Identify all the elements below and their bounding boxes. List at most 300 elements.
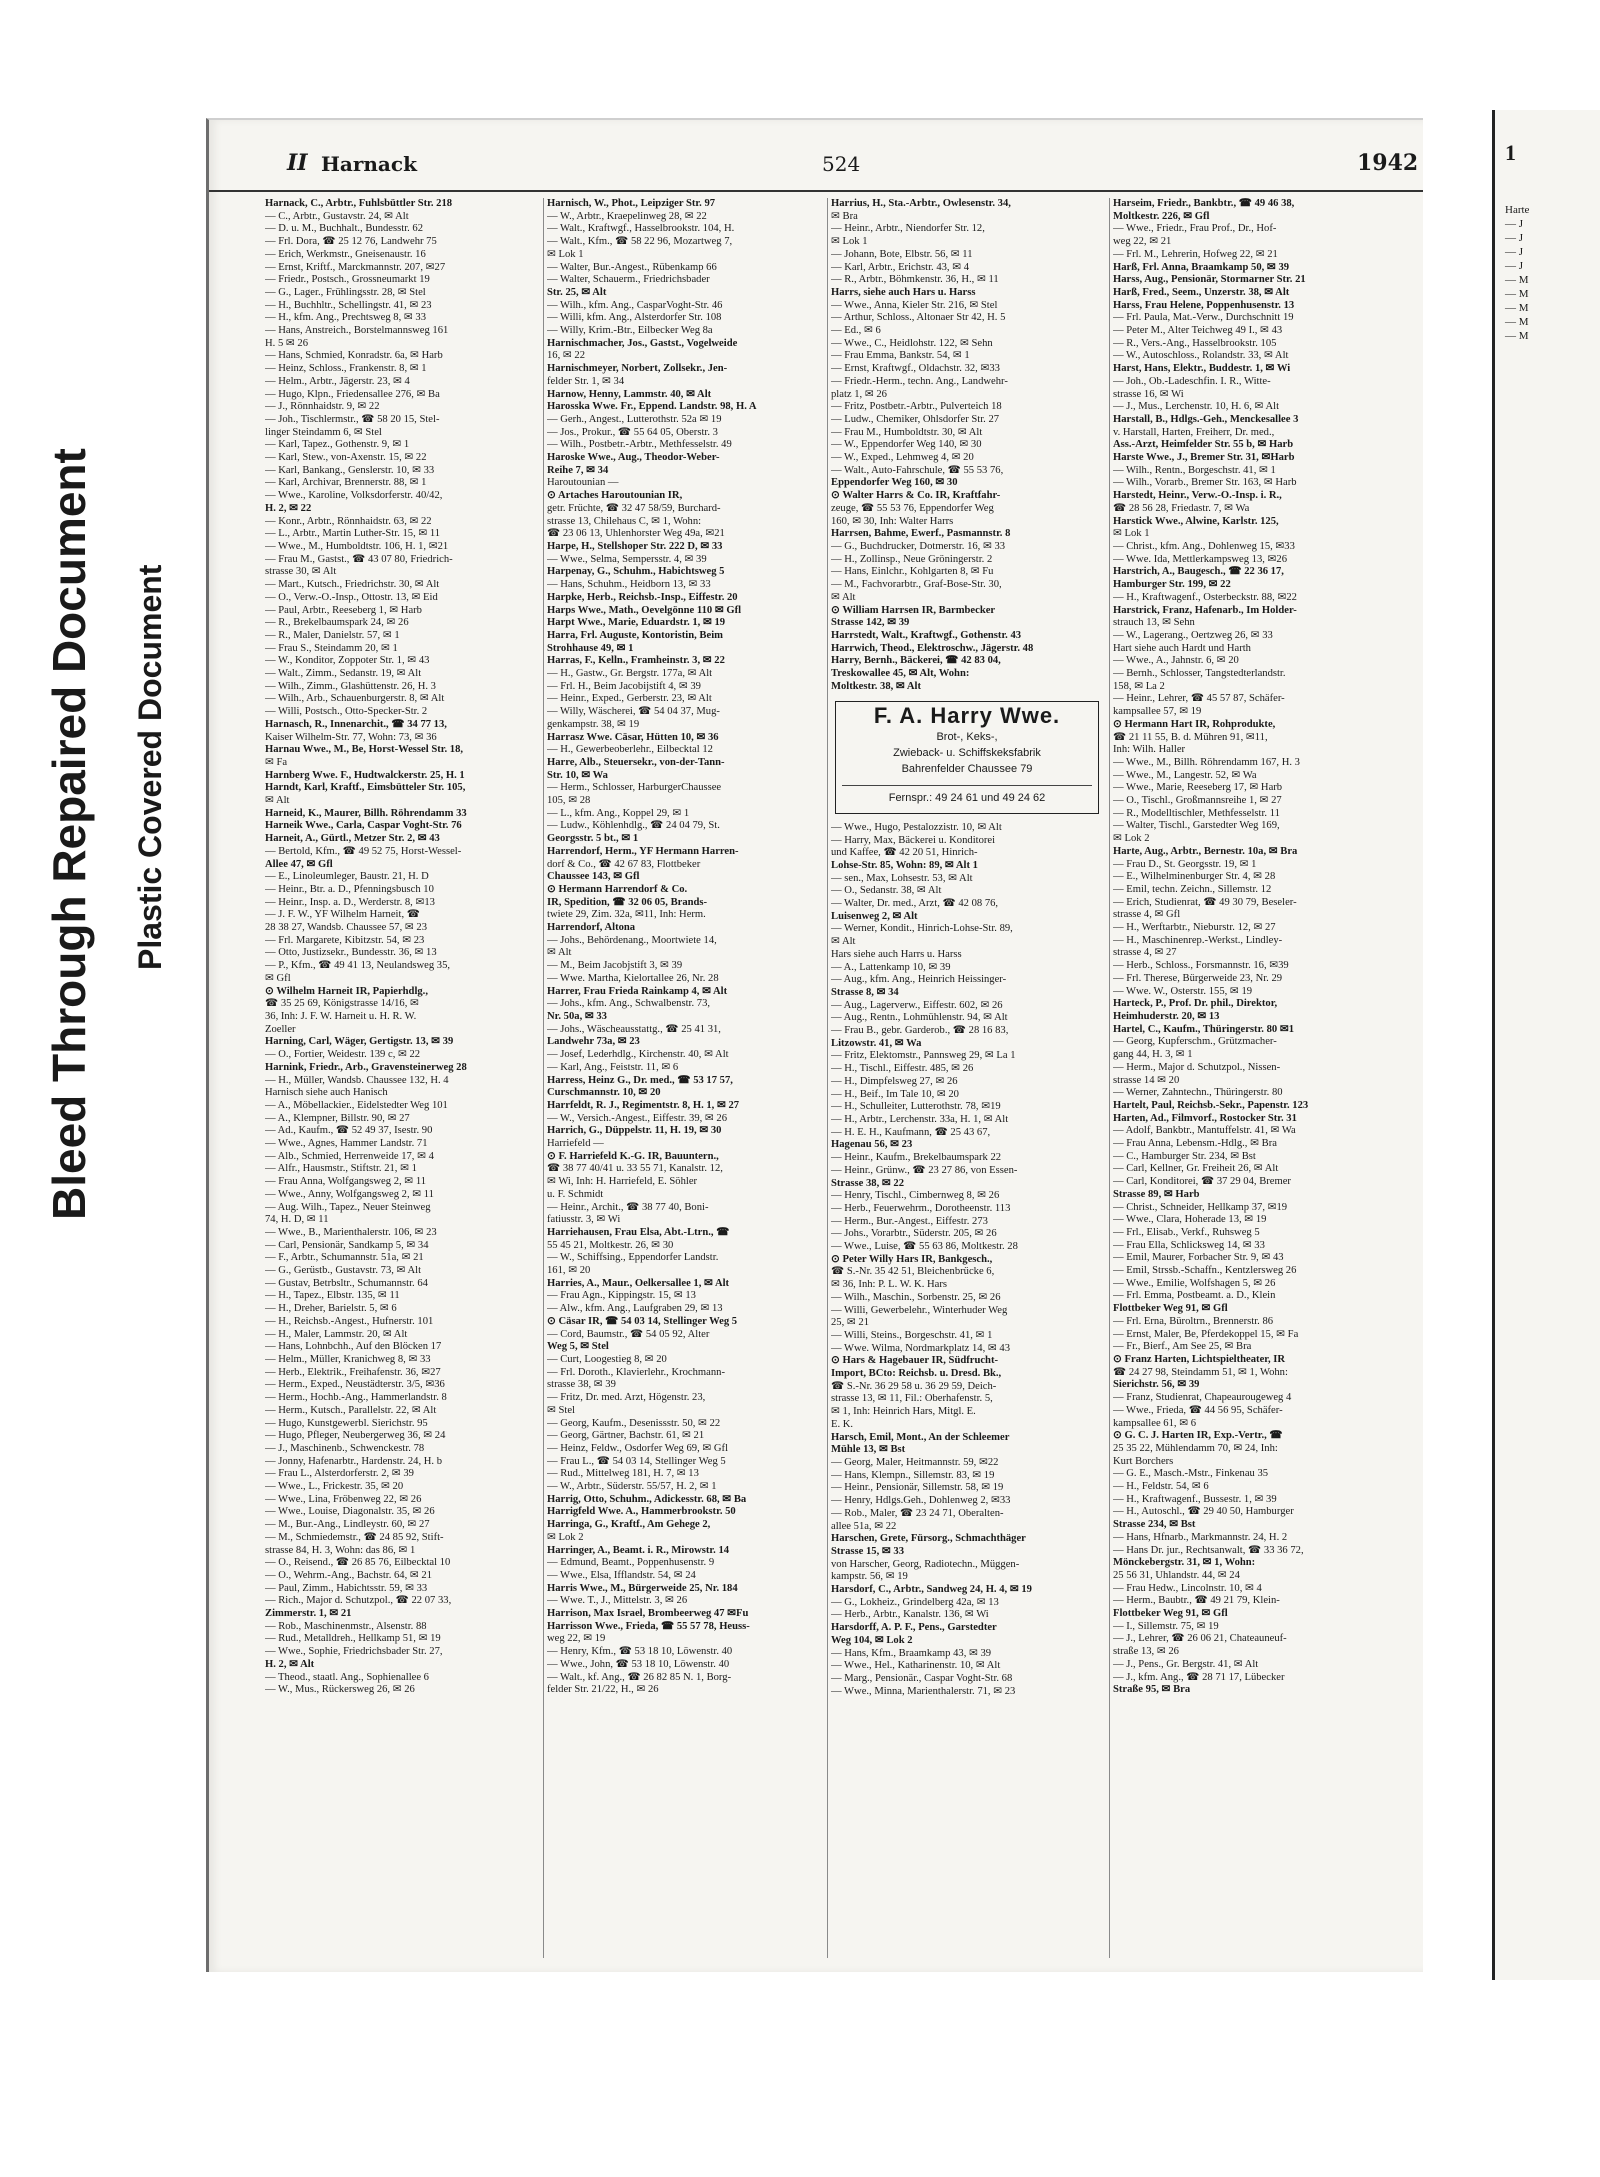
directory-entry-line: — Henry, Hdlgs.Geh., Dohlenweg 2, ✉33 [831,1495,1011,1507]
directory-entry-line: — Willy, Wäscherei, ☎ 54 04 37, Mug- [547,706,720,718]
directory-entry-line: — Harry, Max, Bäckerei u. Konditorei [831,834,996,846]
directory-entry-line: — Erich, Werkmstr., Gneisenaustr. 16 [265,248,426,260]
directory-entry-line: — Ludw., Chemiker, Ohlsdorfer Str. 27 [831,413,1000,425]
directory-entry-line: — Wwe., L., Frickestr. 35, ✉ 20 [265,1481,404,1493]
advertisement-phone: Fernspr.: 49 24 61 und 49 24 62 [842,785,1092,805]
directory-entry-line: — Wwe., Elsa, Ifflandstr. 54, ✉ 24 [547,1569,696,1581]
directory-entry-line: 158, ✉ La 2 [1113,680,1165,692]
directory-entry-line: — P., Kfm., ☎ 49 41 13, Neulandsweg 35, [265,960,451,972]
directory-entry-line: ✉ Alt [265,795,290,807]
directory-entry-line: — Rich., Major d. Schutzpol., ☎ 22 07 33, [265,1595,452,1607]
directory-entry-line: strasse 13, Chilehaus C, ✉ 1, Wohn: [547,515,702,527]
directory-column-4 [1113,198,1385,1958]
directory-column-2 [547,198,819,1958]
directory-entry-line: — Herb., Feuerwehrm., Dorotheenstr. 113 [831,1202,1011,1214]
directory-entry-line: — Hans, Lohnbchh., Auf den Blöcken 17 [265,1341,442,1353]
directory-entry-line: ☎ 21 11 55, B. d. Mühren 91, ✉11, [1113,731,1268,743]
directory-entry-line: ☎ 38 77 40/41 u. 33 55 71, Kanalstr. 12, [547,1163,723,1175]
directory-entry-line: — Herm., Major d. Schutzpol., Nissen- [1113,1061,1281,1073]
directory-entry-line: — Georg, Kupferschm., Grützmacher- [1113,1036,1277,1048]
directory-entry-line: und Kaffee, ☎ 42 20 51, Hinrich- [831,847,978,859]
directory-entry-line: Strasse 234, ✉ Bst [1113,1519,1196,1531]
directory-entry-line: strasse 4, ✉ 27 [1113,947,1177,959]
directory-entry-line: Harris Wwe., M., Bürgerweide 25, Nr. 184 [547,1582,738,1594]
directory-entry-line: kampsallee 61, ✉ 6 [1113,1417,1197,1429]
directory-entry-line: 16, ✉ 22 [547,350,586,362]
directory-entry-line: — Frau D., St. Georgsstr. 19, ✉ 1 [1113,858,1257,870]
directory-entry-line: Harrfeldt, R. J., Regimentstr. 8, H. 1, ✉ 27 [547,1099,740,1111]
directory-entry-line: 25 56 31, Uhlandstr. 44, ✉ 24 [1113,1569,1240,1581]
directory-entry-line: — W., Eppendorfer Weg 140, ✉ 30 [831,439,982,451]
directory-entry-line: — Frl. Doroth., Klavierlehr., Krochmann- [547,1366,725,1378]
directory-entry-line: — Rud., Metalldreh., Hellkamp 51, ✉ 19 [265,1633,441,1645]
directory-entry-line: — Wwe., Emilie, Wolfshagen 5, ✉ 26 [1113,1277,1276,1289]
directory-entry-line: — H. E. H., Kaufmann, ☎ 25 43 67, [831,1126,991,1138]
directory-entry-line: — Wwe., Frieda, ☎ 44 56 95, Schäfer- [1113,1404,1283,1416]
directory-entry-line: ✉ Alt [831,591,856,603]
directory-entry-line: Harries, A., Maur., Oelkersallee 1, ✉ Alt [547,1277,730,1289]
directory-entry-line: — Frau Anna, Wolfgangsweg 2, ✉ 11 [265,1176,427,1188]
directory-entry-line: — Heinr., Pensionär, Sillemstr. 58, ✉ 19 [831,1482,1004,1494]
directory-entry-line: — H., Kraftwagenf., Osterbeckstr. 88, ✉22 [1113,591,1297,603]
directory-entry-line: von Harscher, Georg, Radiotechn., Müggen- [831,1558,1020,1570]
directory-entry-line: Hartelt, Paul, Reichsb.-Sekr., Papenstr. 123 [1113,1099,1309,1111]
directory-entry-line: — Wilh., kfm. Ang., CasparVoght-Str. 46 [547,299,723,311]
directory-entry-line: — M., Beim Jacobjstift 3, ✉ 39 [547,960,683,972]
directory-entry-line: — M., Schmiedemstr., ☎ 24 85 92, Stift- [265,1531,444,1543]
directory-entry-line: Harnasch, R., Innenarchit., ☎ 34 77 13, [265,718,447,730]
directory-entry-line: Harnischmeyer, Norbert, Zollsekr., Jen- [547,363,728,375]
directory-entry-line: — Wwe., A., Jahnstr. 6, ✉ 20 [1113,655,1239,667]
column-divider [827,198,828,1958]
directory-entry-line: Harrius, H., Sta.-Arbtr., Owlesenstr. 34, [831,198,1011,209]
directory-entry-line: — Willi, Gewerbelehr., Winterhuder Weg [831,1304,1008,1316]
directory-entry-line: ✉ Lok 1 [1113,528,1150,540]
directory-entry-line: Harstedt, Heinr., Verw.-O.-Insp. i. R., [1113,490,1282,502]
directory-entry-line: — Bertold, Kfm., ☎ 49 52 75, Horst-Wessel- [265,845,462,857]
directory-entry-line: Harpe, H., Stellshoper Str. 222 D, ✉ 33 [547,540,723,552]
directory-entry-line: Harten, Ad., Filmvorf., Rostocker Str. 31 [1113,1112,1297,1124]
directory-entry-line: Strasse 38, ✉ 22 [831,1177,905,1189]
directory-entry-line: — H., Reichsb.-Angest., Hufnerstr. 101 [265,1315,434,1327]
directory-entry-line: — Carl, Pensionär, Sandkamp 5, ✉ 34 [265,1239,429,1251]
directory-entry-line: — R., Modelltischler, Methfesselstr. 11 [1113,807,1280,819]
next-page-fragment [1495,110,1600,1980]
directory-entry-line: 55 45 21, Moltkestr. 26, ✉ 30 [547,1239,674,1251]
directory-entry-line: genkampstr. 38, ✉ 19 [547,718,640,730]
directory-entry-line: 105, ✉ 28 [547,795,591,807]
advertisement-title: F. A. Harry Wwe. [873,703,1061,729]
directory-entry-line: — Frau Emma, Bankstr. 54, ✉ 1 [831,350,970,362]
directory-entry-line: v. Harstall, Harten, Freiherr, Dr. med., [1113,426,1275,438]
directory-entry-line: ✉ Lok 1 [831,236,868,248]
directory-entry-line: Harneik Wwe., Carla, Caspar Voght-Str. 76 [265,820,462,832]
directory-entry-line: Harre, Alb., Steuersekr., von-der-Tann- [547,756,725,768]
directory-entry-line: — L., Arbtr., Martin Luther-Str. 15, ✉ 11 [265,528,441,540]
directory-entry-line: Harrigfeld Wwe. A., Hammerbrookstr. 50 [547,1506,736,1518]
directory-entry-line: felder Str. 21/22, H., ✉ 26 [547,1684,659,1696]
directory-entry-line: — Frl. M., Lehrerin, Hofweg 22, ✉ 21 [1113,248,1278,260]
directory-entry-line: E. K. [831,1418,854,1430]
directory-entry-line: — Ludw., Köhlenhdlg., ☎ 24 04 79, St. [547,820,720,832]
directory-column-3 [831,198,1103,1958]
directory-entry-line: — H., Kraftwagenf., Bussestr. 1, ✉ 39 [1113,1493,1277,1505]
directory-entry-line: ⊙ Walter Harrs & Co. IR, Kraftfahr- [831,490,1001,502]
next-page-fragment-text: Harte [1505,204,1530,216]
directory-entry-line: Flottbeker Weg 91, ✉ Gfl [1113,1303,1228,1315]
directory-entry-line: — W., Konditor, Zoppoter Str. 1, ✉ 43 [265,655,430,667]
directory-entry-line: Harriehausen, Frau Elsa, Abt.-Ltrn., ☎ [547,1226,730,1238]
directory-entry-line: — Wwe., M., Billh. Röhrendamm 167, H. 3 [1113,756,1300,768]
directory-entry-line: — Frau Hedw., Lincolnstr. 10, ✉ 4 [1113,1582,1262,1594]
directory-entry-line: — J. F. W., YF Wilhelm Harneit, ☎ [265,909,420,921]
next-page-fragment-text: — J [1505,218,1524,230]
directory-entry-line: — Heinz, Schloss., Frankenstr. 8, ✉ 1 [265,363,427,375]
directory-entry-line: ☎ 35 25 69, Königstrasse 14/16, ✉ [265,998,419,1010]
directory-entry-line: — Heinr., Archit., ☎ 38 77 40, Boni- [547,1201,709,1213]
directory-entry-line: ☎ 24 27 98, Steindamm 51, ✉ 1, Wohn: [1113,1366,1288,1378]
directory-entry-line: — Konr., Arbtr., Rönnhaidstr. 63, ✉ 22 [265,515,432,527]
directory-entry-line: — Hans Dr. jur., Rechtsanwalt, ☎ 33 36 72, [1113,1544,1304,1556]
directory-entry-line: — Frau L., Alsterdorferstr. 2, ✉ 39 [265,1468,414,1480]
directory-entry-line: — Wwe. W., Osterstr. 155, ✉ 19 [1113,985,1253,997]
directory-entry-line: — Herb., Schloss., Forsmannstr. 16, ✉39 [1113,960,1289,972]
directory-entry-line: — Frl. Therese, Bürgerweide 23, Nr. 29 [1113,972,1283,984]
directory-entry-line: kampstr. 56, ✉ 19 [831,1571,908,1583]
directory-entry-line: Chaussee 143, ✉ Gfl [547,871,640,883]
directory-entry-line: — L., kfm. Ang., Koppel 29, ✉ 1 [547,807,690,819]
directory-entry-line: — Wwe. T., J., Mittelstr. 3, ✉ 26 [547,1595,688,1607]
directory-entry-line: — H., Beif., Im Tale 10, ✉ 20 [831,1088,959,1100]
directory-entry-line: Harnink, Friedr., Arb., Gravensteinerweg 28 [265,1061,467,1073]
directory-entry-line: — Hans, Hfnarb., Markmannstr. 24, H. 2 [1113,1531,1288,1543]
directory-entry-line: — H., Gastw., Gr. Bergstr. 177a, ✉ Alt [547,668,713,680]
directory-entry-line: Harrendorf, Herm., YF Hermann Harren- [547,845,739,857]
directory-entry-line: — Karl, Stew., von-Axenstr. 15, ✉ 22 [265,452,427,464]
directory-entry-line: — Friedr.-Herm., techn. Ang., Landwehr- [831,375,1008,387]
directory-entry-line: — W., Autoschloss., Rolandstr. 33, ✉ Alt [1113,350,1289,362]
directory-entry-line: — Heinr., Exped., Gerberstr. 23, ✉ Alt [547,693,712,705]
directory-entry-line: Harpt Wwe., Marie, Eduardstr. 1, ✉ 19 [547,617,726,629]
directory-entry-line: — Willi, kfm. Ang., Alsterdorfer Str. 108 [547,312,722,324]
directory-entry-line: — H., Tapez., Elbstr. 135, ✉ 11 [265,1290,400,1302]
directory-entry-line: — G., Lager., Frühlingsstr. 28, ✉ Stel [265,286,426,298]
directory-entry-line: ⊙ Hermann Hart IR, Rohprodukte, [1113,718,1276,730]
directory-entry-line: — Cord, Baumstr., ☎ 54 05 92, Alter [547,1328,710,1340]
directory-entry-line: — Frau S., Steindamm 20, ✉ 1 [265,642,398,654]
directory-entry-line: Kurt Borchers [1113,1455,1174,1467]
directory-entry-line: Harschen, Grete, Fürsorg., Schmachthäger [831,1533,1026,1545]
plastic-covered-label: Plastic Covered Document [132,564,168,970]
directory-entry-line: — Wwe., Hel., Katharinenstr. 10, ✉ Alt [831,1660,1001,1672]
directory-entry-line: — Wwe., Selma, Sempersstr. 4, ✉ 39 [547,553,707,565]
directory-entry-line: — Wwe. Wilma, Nordmarkplatz 14, ✉ 43 [831,1342,1010,1354]
directory-entry-line: Harringer, A., Beamt. i. R., Mirowstr. 14 [547,1544,730,1556]
directory-entry-line: — Curt, Loogestieg 8, ✉ 20 [547,1353,667,1365]
directory-entry-line: — Wilh., Zimm., Glashüttenstr. 26, H. 3 [265,680,436,692]
directory-entry-line: Harrer, Frau Frieda Rainkamp 4, ✉ Alt [547,985,728,997]
directory-entry-line: allee 51a, ✉ 22 [831,1520,897,1532]
directory-entry-line: — H., Autoschl., ☎ 29 40 50, Hamburger [1113,1506,1294,1518]
directory-entry-line: Harrstedt, Walt., Kraftwgf., Gothenstr. 43 [831,629,1022,641]
directory-entry-line: — I., Sillemstr. 75, ✉ 19 [1113,1620,1219,1632]
directory-entry-line: Harsch, Emil, Mont., An der Schleemer [831,1431,1010,1443]
directory-entry-line: — Wilh., Maschin., Sorbenstr. 25, ✉ 26 [831,1291,1001,1303]
directory-entry-line: weg 22, ✉ 19 [547,1633,606,1645]
directory-entry-line: — Hans, Schuhm., Heidborn 13, ✉ 33 [547,579,711,591]
directory-entry-line: — Walt., Zimm., Sedanstr. 19, ✉ Alt [265,668,422,680]
directory-entry-line: H. 2, ✉ Alt [265,1658,315,1670]
directory-entry-line: — Helm., Müller, Kranichweg 8, ✉ 33 [265,1353,431,1365]
directory-entry-line: — Frl. Erna, Büroltrn., Brennerstr. 86 [1113,1315,1274,1327]
next-page-fragment-text: — J [1505,232,1524,244]
directory-entry-line: Harrich, G., Düppelstr. 11, H. 19, ✉ 30 [547,1125,722,1137]
directory-entry-line: — Herm., Bur.-Angest., Eiffestr. 273 [831,1215,988,1227]
directory-entry-line: — Heinr., Btr. a. D., Pfenningsbusch 10 [265,883,434,895]
directory-entry-line: Harrendorf, Altona [547,922,636,934]
directory-entry-line: ⊙ William Harrsen IR, Barmbecker [831,604,996,616]
directory-entry-line: — Emil, Maurer, Forbacher Str. 9, ✉ 43 [1113,1252,1284,1264]
directory-entry-line: — E., Linoleumleger, Baustr. 21, H. D [265,871,429,883]
directory-entry-line: Treskowallee 45, ✉ Alt, Wohn: [831,668,970,680]
directory-entry-line: — Fr., Bierf., Am See 25, ✉ Bra [1113,1341,1252,1353]
directory-entry-line: — Walter, Dr. med., Arzt, ☎ 42 08 76, [831,898,999,910]
directory-entry-line: ⊙ F. Harriefeld K.-G. IR, Bauuntern., [547,1150,719,1162]
directory-entry-line: ⊙ Hars & Hagebauer IR, Südfrucht- [831,1355,999,1367]
directory-entry-line: — Hugo, Pfleger, Neubergerweg 36, ✉ 24 [265,1430,446,1442]
directory-entry-line: Nr. 50a, ✉ 33 [547,1011,607,1022]
advertisement-line: Zwieback- u. Schiffskeksfabrik [893,747,1041,760]
directory-entry-line: Str. 25, ✉ Alt [547,286,607,298]
directory-entry-line: strasse 4, ✉ Gfl [1113,909,1181,921]
directory-entry-line: strasse 16, ✉ Wi [1113,388,1184,400]
directory-entry-line: — Heinr., Lehrer, ☎ 45 57 87, Schäfer- [1113,693,1285,705]
directory-entry-line: — Josef, Lederhdlg., Kirchenstr. 40, ✉ Alt [547,1049,729,1061]
directory-entry-line: — Hans, Schmied, Konradstr. 6a, ✉ Harb [265,350,443,362]
directory-entry-line: Harnberg Wwe. F., Hudtwalckerstr. 25, H. 1 [265,769,465,781]
directory-entry-line: — J., Pens., Gr. Bergstr. 41, ✉ Alt [1113,1658,1259,1670]
directory-entry-line: ⊙ Cäsar IR, ☎ 54 03 14, Stellinger Weg 5 [547,1315,738,1327]
directory-entry-line: strasse 38, ✉ 39 [547,1379,616,1391]
directory-entry-line: — Alb., Schmied, Herrenweide 17, ✉ 4 [265,1150,434,1162]
directory-entry-line: — Wwe., Lina, Fröbenweg 22, ✉ 26 [265,1493,422,1505]
directory-entry-line: — H., Schulleiter, Lutterothstr. 78, ✉19 [831,1101,1001,1113]
directory-entry-line: — Georg, Maler, Heitmannstr. 59, ✉22 [831,1456,999,1468]
directory-entry-line: Luisenweg 2, ✉ Alt [831,910,918,922]
directory-entry-line: — Ad., Kaufm., ☎ 52 49 37, Isestr. 90 [265,1125,433,1137]
directory-entry-line: Ass.-Arzt, Heimfelder Str. 55 b, ✉ Harb [1113,439,1294,451]
directory-entry-line: — Frau Agn., Kippingstr. 15, ✉ 13 [547,1290,696,1302]
directory-entry-line: — Rob., Maschinenmstr., Alsenstr. 88 [265,1620,427,1632]
directory-entry-line: — A., Möbellackier., Eidelstedter Weg 101 [265,1099,448,1111]
directory-entry-line: ☎ 23 06 13, Uhlenhorster Weg 49a, ✉21 [547,528,725,540]
directory-entry-line: — Henry, Tischl., Cimbernweg 8, ✉ 26 [831,1190,1000,1202]
directory-entry-line: — Aug., Rentn., Lohmühlenstr. 94, ✉ Alt [831,1012,1008,1024]
directory-entry-line: — J., Lehrer, ☎ 26 06 21, Chateauneuf- [1113,1633,1287,1645]
directory-entry-line: — R., Maler, Danielstr. 57, ✉ 1 [265,629,400,641]
directory-entry-line: Harte, Aug., Arbtr., Bernestr. 10a, ✉ Bra [1113,845,1298,857]
directory-entry-line: — Walt., Auto-Fahrschule, ☎ 55 53 76, [831,464,1004,476]
directory-entry-line: 25, ✉ 21 [831,1317,870,1329]
directory-entry-line: Reihe 7, ✉ 34 [547,464,609,476]
directory-entry-line: u. F. Schmidt [547,1188,604,1200]
directory-entry-line: — Paul, Zimm., Habichtsstr. 59, ✉ 33 [265,1582,428,1594]
directory-entry-line: — Herm., Baubtr., ☎ 49 21 79, Klein- [1113,1595,1280,1607]
next-page-fragment-text: — M [1505,302,1529,314]
directory-entry-line: ✉ Lok 2 [1113,833,1150,845]
directory-entry-line: ✉ Bra [831,210,858,222]
directory-entry-line: — Karl, Ang., Feiststr. 11, ✉ 6 [547,1061,679,1073]
directory-entry-line: Strasse 8, ✉ 34 [831,986,899,998]
directory-entry-line: — Wwe., B., Marienthalerstr. 106, ✉ 23 [265,1226,437,1238]
directory-entry-line: — Alw., kfm. Ang., Laufgraben 29, ✉ 13 [547,1303,723,1315]
directory-entry-line: — Frau Ella, Schlicksweg 14, ✉ 33 [1113,1239,1265,1251]
directory-entry-line: ✉ Stel [547,1404,576,1416]
directory-entry-line: — H., Tischl., Eiffestr. 485, ✉ 26 [831,1063,974,1075]
directory-entry-line: — Jos., Prokur., ☎ 55 64 05, Oberstr. 3 [547,426,718,438]
directory-entry-line: — Helm., Arbtr., Jägerstr. 23, ✉ 4 [265,375,410,387]
directory-entry-line: — Herb., Arbtr., Kanalstr. 136, ✉ Wi [831,1609,989,1621]
directory-columns [265,198,1415,1958]
directory-entry-line: — H., Werftarbtr., Nieburstr. 12, ✉ 27 [1113,922,1276,934]
directory-entry-line: — Wwe., Sophie, Friedrichsbader Str. 27, [265,1646,443,1658]
directory-entry-line: — Frau Anna, Lebensm.-Hdlg., ✉ Bra [1113,1138,1277,1150]
directory-entry-line: — Walt., Kraftwgf., Hasselbrookstr. 104, H. [547,223,735,235]
directory-entry-line: — Herm., Exped., Neustädterstr. 3/5, ✉36 [265,1379,445,1391]
directory-entry-line: Harpke, Herb., Reichsb.-Insp., Eiffestr. 20 [547,591,738,603]
directory-entry-line: Strohhause 49, ✉ 1 [547,642,634,654]
directory-entry-line: — J., kfm. Ang., ☎ 28 71 17, Lübecker [1113,1671,1285,1683]
directory-entry-line: straße 13, ✉ 26 [1113,1646,1179,1658]
directory-entry-line: Harsdorf, C., Arbtr., Sandweg 24, H. 4, ✉ 19 [831,1584,1032,1596]
directory-entry-line: zeuge, ☎ 55 53 76, Eppendorfer Weg [831,502,994,514]
next-page-fragment-text: — M [1505,316,1529,328]
directory-entry-line: — R., Arbtr., Böhmkenstr. 36, H., ✉ 11 [831,274,999,286]
directory-entry-line: Harrig, Otto, Schuhm., Adickesstr. 68, ✉ Ba [547,1493,747,1505]
directory-entry-line: — Herm., Kutsch., Parallelstr. 22, ✉ Alt [265,1404,437,1416]
directory-entry-line: — Wilh., Postbetr.-Arbtr., Methfesselstr. 49 [547,439,732,451]
directory-entry-line: 161, ✉ 20 [547,1265,591,1277]
directory-entry-line: ✉ Wi, Inh: H. Harriefeld, E. Söhler [547,1176,698,1188]
directory-entry-line: Harndt, Karl, Kraftf., Eimsbütteler Str. 105, [265,782,466,794]
directory-entry-line: — Henry, Kfm., ☎ 53 18 10, Löwenstr. 40 [547,1646,733,1658]
directory-entry-line: — Willi, Postsch., Otto-Specker-Str. 2 [265,706,428,718]
directory-entry-line: — Paul, Arbtr., Reeseberg 1, ✉ Harb [265,604,422,616]
directory-entry-line: Harps Wwe., Math., Oevelgönne 110 ✉ Gfl [547,604,742,616]
directory-entry-line: — Wwe. Martha, Kielortallee 26, Nr. 28 [547,972,719,984]
directory-entry-line: — Carl, Konditorei, ☎ 37 29 04, Bremer [1113,1176,1291,1188]
directory-entry-line: — Johs., Wäscheausstattg., ☎ 25 41 31, [547,1023,721,1035]
directory-entry-line: Harrwich, Theod., Elektroschw., Jägerstr. 48 [831,642,1034,654]
directory-entry-line: — Johs., kfm. Ang., Schwalbenstr. 73, [547,998,711,1010]
directory-entry-line: — Emil, Strssb.-Schaffn., Kentzlersweg 26 [1113,1265,1297,1277]
directory-entry-line: Harß, Fred., Seem., Unzerstr. 38, ✉ Alt [1113,286,1290,298]
directory-entry-line: — Frl. Dora, ☎ 25 12 76, Landwehr 75 [265,236,437,248]
directory-entry-line: ⊙ Peter Willy Hars IR, Bankgesch., [831,1253,993,1265]
directory-entry-line: — G. E., Masch.-Mstr., Finkenau 35 [1113,1468,1269,1480]
directory-entry-line: — Wilh., Vorarb., Bremer Str. 163, ✉ Harb [1113,477,1297,489]
directory-entry-line: — H., Müller, Wandsb. Chaussee 132, H. 4 [265,1074,449,1086]
directory-entry-line: H. 5 ✉ 26 [265,337,309,349]
directory-entry-line: ⊙ G. C. J. Harten IR, Exp.-Vertr., ☎ [1113,1430,1283,1442]
directory-entry-line: — Gustav, Betrbsltr., Schumannstr. 64 [265,1277,428,1289]
directory-entry-line: — Karl, Bankang., Genslerstr. 10, ✉ 33 [265,464,435,476]
directory-entry-line: Eppendorfer Weg 160, ✉ 30 [831,477,958,489]
directory-entry-line: Mühle 13, ✉ Bst [831,1444,906,1456]
directory-entry-line: — G., Gerüstb., Gustavstr. 73, ✉ Alt [265,1265,422,1277]
directory-entry-line: — Herm., Schlosser, HarburgerChaussee [547,782,722,794]
directory-entry-line: Strasse 15, ✉ 33 [831,1545,905,1557]
directory-entry-line: — Herb., Elektrik., Freihafenstr. 36, ✉27 [265,1366,441,1378]
directory-entry-line: — Fritz, Elektomstr., Pannsweg 29, ✉ La 1 [831,1050,1016,1062]
directory-entry-line: linger Steindamm 6, ✉ Stel [265,426,382,438]
directory-entry-line: — Wilh., Arb., Schauenburgerstr. 8, ✉ Alt [265,693,445,705]
directory-entry-line: ✉ Fa [265,756,288,768]
directory-entry-line: — Wwe., Friedr., Frau Prof., Dr., Hof- [1113,223,1277,235]
directory-entry-line: — Adolf, Bankbtr., Mantuffelstr. 41, ✉ Wa [1113,1125,1296,1137]
directory-entry-line: — Wwe., Anny, Wolfgangsweg 2, ✉ 11 [265,1188,434,1200]
directory-entry-line: — Aug., Lagerverw., Eiffestr. 602, ✉ 26 [831,999,1003,1011]
directory-entry-line: Harstrich, A., Baugesch., ☎ 22 36 17, [1113,566,1284,578]
directory-entry-line: — C., Hamburger Str. 234, ✉ Bst [1113,1150,1256,1162]
directory-entry-line: Flottbeker Weg 91, ✉ Gfl [1113,1608,1228,1620]
directory-entry-line: — M., Bur.-Ang., Lindleystr. 60, ✉ 27 [265,1519,430,1531]
directory-entry-line: — Frau M., Gastst., ☎ 43 07 80, Friedrich- [265,553,453,565]
directory-entry-line: — A., Klempner, Billstr. 90, ✉ 27 [265,1112,410,1124]
directory-entry-line: Harriefeld — [547,1138,604,1150]
directory-entry-line: — Wwe., Louise, Diagonalstr. 35, ✉ 26 [265,1506,435,1518]
directory-entry-line: felder Str. 1, ✉ 34 [547,375,625,387]
directory-entry-line: 160, ✉ 30, Inh: Walter Harrs [831,515,954,527]
directory-entry-line: Harrisson Wwe., Frieda, ☎ 55 57 78, Heuss- [547,1620,750,1632]
directory-entry-line: Harnau Wwe., M., Be, Horst-Wessel Str. 18, [265,744,464,756]
column-divider [543,198,544,1958]
directory-entry-line: — Wwe., M., Humboldtstr. 106, H. 1, ✉21 [265,540,449,552]
directory-entry-line: Moltkestr. 38, ✉ Alt [831,680,921,692]
directory-entry-line: — Wwe., M., Langestr. 52, ✉ Wa [1113,769,1257,781]
directory-entry-line: — Walter, Bur.-Angest., Rübenkamp 66 [547,261,717,273]
advertisement-line: Brot-, Keks-, [936,731,998,744]
directory-entry-line: Allee 47, ✉ Gfl [265,858,333,870]
directory-entry-line: strasse 13, ✉ 11, Fil.: Oberhafenstr. 5, [831,1393,993,1405]
directory-entry-line: 36, Inh: J. F. W. Harneit u. H. R. W. [265,1011,417,1022]
directory-entry-line: — Hugo, Kunstgewerbl. Sierichstr. 95 [265,1417,428,1429]
directory-entry-line: — Ed., ✉ 6 [831,325,881,337]
directory-entry-line: Weg 104, ✉ Lok 2 [831,1634,913,1646]
directory-entry-line: — Ernst, Maler, Be, Pferdekoppel 15, ✉ Fa [1113,1328,1299,1340]
directory-entry-line: Harnow, Henny, Lammstr. 40, ✉ Alt [547,388,712,400]
directory-entry-line: Harringa, G., Kraftf., Am Gehege 2, [547,1519,711,1531]
directory-entry-line: — Fritz, Dr. med. Arzt, Högenstr. 23, [547,1392,706,1404]
directory-entry-line: Import, BCto: Reichsb. u. Dresd. Bk., [831,1368,1002,1380]
directory-entry-line: — G., Lokheiz., Grindelberg 42a, ✉ 13 [831,1596,999,1608]
directory-entry-line: ✉ Lok 1 [547,248,584,260]
directory-entry-line: — Wwe., Clara, Hoherade 13, ✉ 19 [1113,1214,1267,1226]
directory-entry-line: — Wwe. Ida, Mettlerkampsweg 13, ✉26 [1113,553,1288,565]
directory-entry-line: — Johs., Vorarbtr., Süderstr. 205, ✉ 26 [831,1228,997,1240]
directory-entry-line: — H., Feldstr. 54, ✉ 6 [1113,1481,1209,1493]
directory-entry-line: — E., Wilhelminenburger Str. 4, ✉ 28 [1113,871,1276,883]
directory-entry-line: — Franz, Studienrat, Chapeaurougeweg 4 [1113,1392,1292,1404]
directory-entry-line: Harress, Heinz G., Dr. med., ☎ 53 17 57, [547,1074,733,1086]
directory-entry-line: — Wwe., Anna, Kieler Str. 216, ✉ Stel [831,299,998,311]
directory-entry-line: — W., Versich.-Angest., Eiffestr. 39, ✉ 26 [547,1112,728,1124]
directory-entry-line: — R., Brekelbaumspark 24, ✉ 26 [265,617,409,629]
directory-entry-line: — Jonny, Hafenarbtr., Hardenstr. 24, H. b [265,1455,443,1467]
directory-entry-line: Zoeller [265,1023,296,1035]
directory-entry-line: getr. Früchte, ☎ 32 47 58/59, Burchard- [547,502,721,514]
directory-entry-line: — Frl. Paula, Mat.-Verw., Durchschnitt 19 [1113,312,1294,324]
